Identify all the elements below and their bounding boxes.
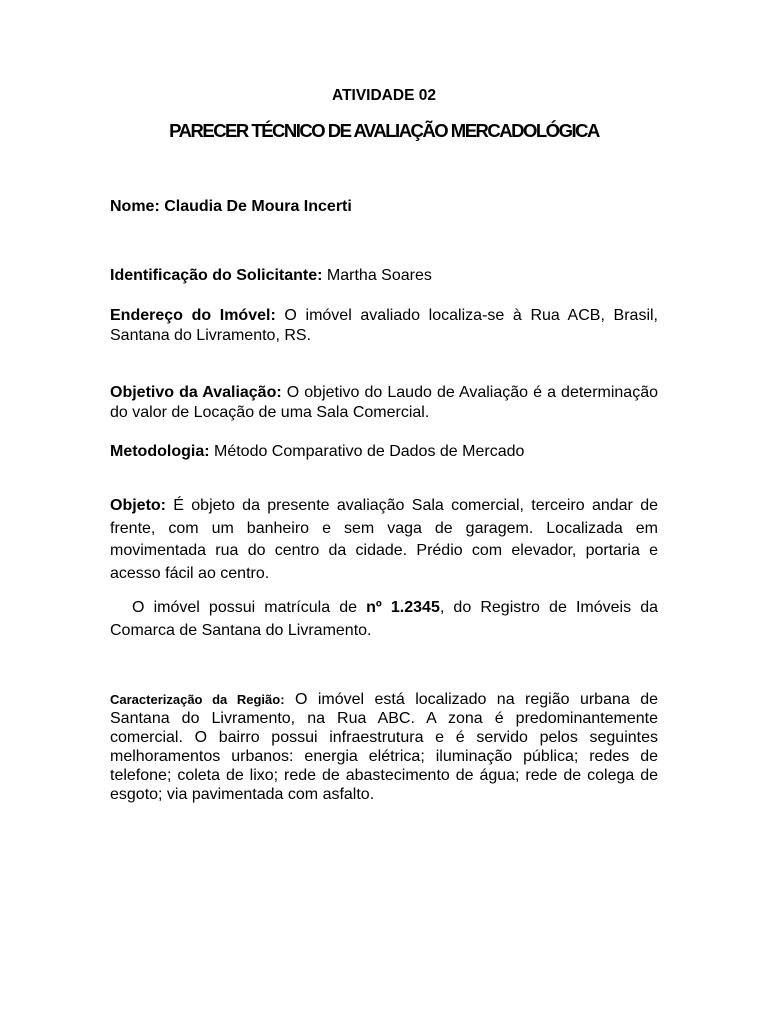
regiao-value: O imóvel está localizado na região urbana de Santana do Livramento, na Rua ABC. A zona é predominantemente comercial. O bairro possui infraestrutura e é servido pelos seguintes melhoramentos urbanos: energia elétrica; iluminação pública; redes de telefone; coleta de lixo; rede de abastecimento de água; rede de colega de esgoto; via pavimentada com asfalto. — [110, 691, 658, 803]
metodologia-label: Metodologia: — [110, 443, 210, 460]
solicitante-value: Martha Soares — [322, 267, 432, 284]
regiao-paragraph — [110, 690, 658, 804]
nome-field: Nome: Claudia De Moura Incerti — [110, 198, 352, 215]
solicitante-paragraph — [110, 266, 658, 286]
objetivo-paragraph — [110, 383, 658, 422]
objetivo-label: Objetivo da Avaliação: — [110, 384, 282, 401]
matricula-paragraph — [110, 597, 658, 642]
objeto-paragraph — [110, 495, 658, 585]
endereco-value: O imóvel avaliado localiza-se à Rua ACB, Brasil, Santana do Livramento, RS. — [110, 307, 658, 344]
solicitante-label: Identificação do Solicitante: — [110, 267, 323, 284]
activity-heading: ATIVIDADE 02 — [332, 87, 436, 104]
matricula-text-before: O imóvel possui matrícula de — [132, 599, 367, 616]
endereco-paragraph — [110, 306, 658, 345]
document-title: PARECER TÉCNICO DE AVALIAÇÃO MERCADOLÓGICA — [169, 120, 599, 141]
objeto-value: É objeto da presente avaliação Sala comercial, terceiro andar de frente, com um banheiro e sem vaga de garagem. Localizada em movimentada rua do centro da cidade. Prédio com elevador, portaria e acesso fácil ao centro. — [110, 497, 658, 582]
matricula-text-after: , do Registro de Imóveis da Comarca de Santana do Livramento. — [110, 599, 659, 639]
endereco-label: Endereço do Imóvel: — [110, 307, 276, 324]
matricula-number: nº 1.2345 — [366, 599, 440, 616]
metodologia-paragraph — [110, 442, 658, 462]
regiao-label: Caracterização da Região: — [110, 692, 285, 707]
objetivo-value: O objetivo do Laudo de Avaliação é a determinação do valor de Locação de uma Sala Comercial. — [110, 384, 658, 421]
objeto-label: Objeto: — [110, 497, 166, 514]
metodologia-value: Método Comparativo de Dados de Mercado — [209, 443, 525, 460]
